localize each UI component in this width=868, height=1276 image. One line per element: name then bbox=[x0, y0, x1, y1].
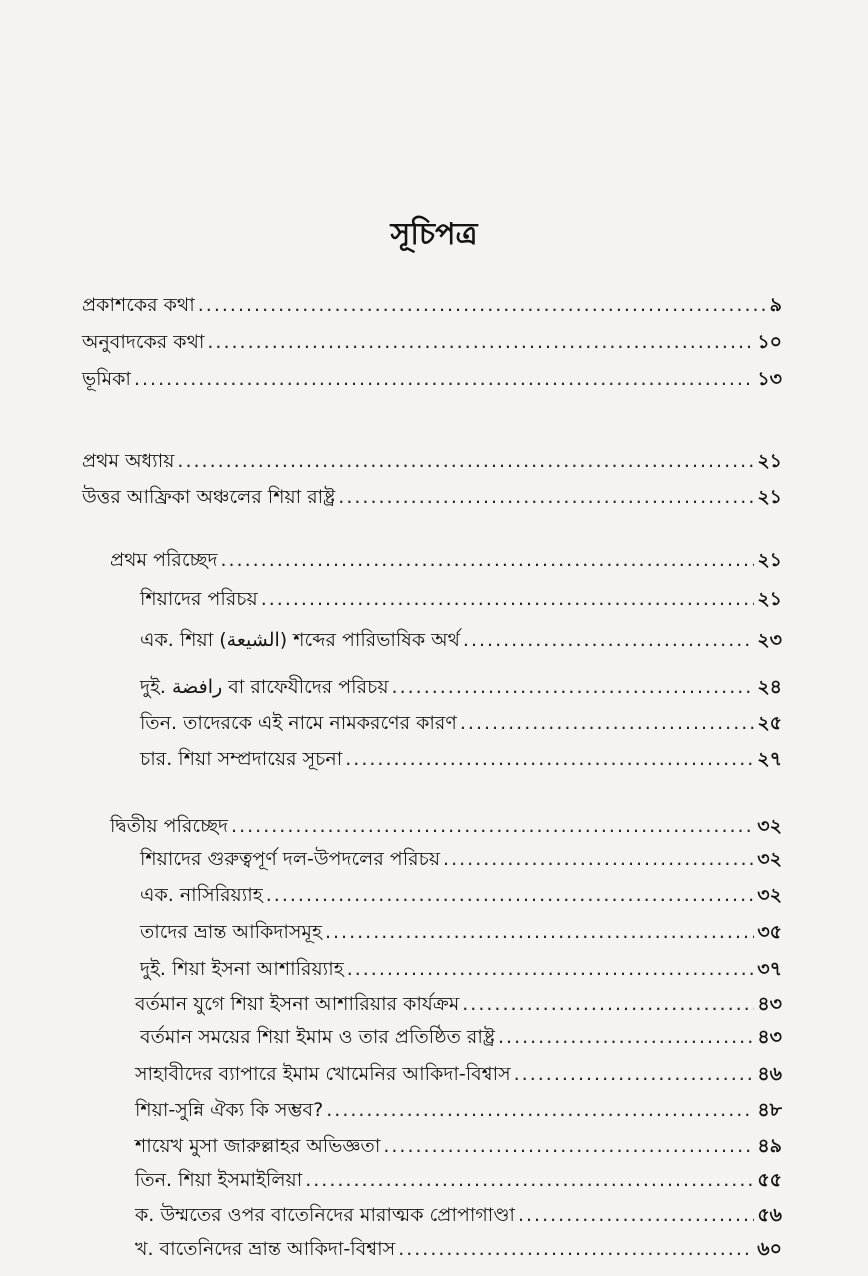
toc-entry-label: প্রথম পরিচ্ছেদ bbox=[110, 549, 218, 571]
toc-entry-label: প্রকাশকের কথা bbox=[82, 294, 195, 316]
leader-dots bbox=[347, 954, 755, 984]
leader-dots bbox=[462, 989, 754, 1019]
toc-entry-label: তাদের ভ্রান্ত আকিদাসমূহ bbox=[140, 921, 322, 943]
toc-entry bbox=[140, 954, 782, 984]
leader-dots bbox=[266, 880, 755, 910]
toc-entry-page: ৩৫ bbox=[757, 921, 782, 943]
toc-entry bbox=[140, 584, 782, 614]
label-bengali-suffix: বা রাফেযীদের পরিচয় bbox=[222, 676, 389, 698]
label-arabic-term: الشيعة bbox=[226, 629, 280, 651]
toc-entry-label: শিয়া-সুন্নি ঐক্য কি সম্ভব? bbox=[135, 1099, 324, 1121]
toc-entry bbox=[135, 1131, 782, 1161]
toc-entry bbox=[140, 744, 782, 774]
toc-entry-page: ৩২ bbox=[757, 815, 782, 837]
toc-entry-page: ৪৩ bbox=[757, 1026, 782, 1048]
toc-entry-label: চার. শিয়া সম্প্রদায়ের সূচনা bbox=[140, 748, 343, 770]
toc-entry bbox=[140, 625, 782, 655]
toc-entry-page: ৩৭ bbox=[757, 958, 782, 980]
leader-dots bbox=[443, 844, 754, 874]
toc-entry bbox=[140, 708, 782, 738]
toc-entry-page: ৫৬ bbox=[757, 1204, 782, 1226]
label-bengali-prefix: দুই. bbox=[140, 676, 172, 698]
toc-entry-page: ৩২ bbox=[757, 848, 782, 870]
leader-dots bbox=[398, 1234, 754, 1264]
toc-entry-page: ৩২ bbox=[757, 884, 782, 906]
toc-entry-label: দুই. শিয়া ইসনা আশারিয়্যাহ bbox=[140, 958, 344, 980]
toc-entry bbox=[135, 1165, 782, 1195]
toc-entry-label: সাহাবীদের ব্যাপারে ইমাম খোমেনির আকিদা-বিশ্বাস bbox=[135, 1063, 511, 1085]
leader-dots bbox=[231, 811, 754, 841]
toc-entry bbox=[82, 482, 782, 512]
leader-dots bbox=[460, 708, 754, 738]
toc-entry bbox=[140, 880, 782, 910]
leader-dots bbox=[345, 744, 754, 774]
toc-entry-page: ৪৯ bbox=[757, 1135, 782, 1157]
toc-entry bbox=[135, 1234, 782, 1264]
toc-entry bbox=[82, 290, 782, 320]
toc-entry-label: খ. বাতেনিদের ভ্রান্ত আকিদা-বিশ্বাস bbox=[135, 1238, 396, 1260]
leader-dots bbox=[198, 290, 767, 320]
toc-entry-label: তিন. শিয়া ইসমাইলিয়া bbox=[135, 1169, 303, 1191]
toc-entry-page: ৯ bbox=[769, 294, 782, 316]
toc-entry-page: ৪৩ bbox=[757, 993, 782, 1015]
toc-entry-page: ২৩ bbox=[757, 629, 782, 651]
toc-entry-page: ২১ bbox=[757, 588, 782, 610]
leader-dots bbox=[392, 672, 755, 702]
toc-entry-page: ২১ bbox=[757, 486, 782, 508]
toc-entry bbox=[140, 844, 782, 874]
leader-dots bbox=[383, 1131, 754, 1161]
toc-entry-page: ১০ bbox=[757, 331, 782, 353]
toc-entry bbox=[135, 989, 782, 1019]
toc-entry-page: ২১ bbox=[757, 549, 782, 571]
leader-dots bbox=[514, 1059, 755, 1089]
leader-dots bbox=[338, 482, 754, 512]
label-bengali-prefix: এক. শিয়া ( bbox=[140, 629, 227, 651]
toc-entry bbox=[140, 672, 782, 702]
toc-entry bbox=[140, 1022, 782, 1052]
leader-dots bbox=[177, 446, 754, 476]
toc-entry bbox=[110, 811, 782, 841]
leader-dots bbox=[498, 1022, 754, 1052]
toc-entry-page: ৬০ bbox=[757, 1238, 782, 1260]
toc-entry-page: ২৫ bbox=[757, 712, 782, 734]
label-bengali-suffix: ) শব্দের পারিভাষিক অর্থ bbox=[279, 629, 460, 651]
toc-entry-page: ২৪ bbox=[757, 676, 782, 698]
toc-entry-label: শিয়াদের গুরুত্বপূর্ণ দল-উপদলের পরিচয় bbox=[140, 848, 441, 870]
toc-entry bbox=[140, 917, 782, 947]
leader-dots bbox=[518, 1200, 754, 1230]
toc-entry-page: ১৩ bbox=[757, 368, 782, 390]
toc-entry bbox=[135, 1200, 782, 1230]
toc-entry-label: উত্তর আফ্রিকা অঞ্চলের শিয়া রাষ্ট্র bbox=[82, 486, 336, 508]
toc-entry bbox=[82, 446, 782, 476]
toc-entry-label: এক. নাসিরিয়্যাহ bbox=[140, 884, 263, 906]
toc-entry-page: ২৭ bbox=[757, 748, 782, 770]
leader-dots bbox=[325, 917, 754, 947]
toc-entry bbox=[82, 327, 782, 357]
toc-entry bbox=[135, 1095, 782, 1125]
toc-entry-label: শায়েখ মুসা জারুল্লাহর অভিজ্ঞতা bbox=[135, 1135, 381, 1157]
toc-entry-page: ২১ bbox=[757, 450, 782, 472]
toc-entry-label: দ্বিতীয় পরিচ্ছেদ bbox=[110, 815, 229, 837]
toc-entry-label: বর্তমান যুগে শিয়া ইসনা আশারিয়ার কার্যক্রম bbox=[135, 993, 460, 1015]
toc-entry-page: ৪৮ bbox=[757, 1099, 782, 1121]
toc-entry-label bbox=[140, 672, 389, 702]
toc-entry bbox=[82, 364, 782, 394]
toc-entry-label: বর্তমান সময়ের শিয়া ইমাম ও তার প্রতিষ্ঠিত রাষ্ট্র bbox=[140, 1026, 495, 1048]
page-title: সূচিপত্র bbox=[390, 217, 478, 252]
toc-entry-label: ভূমিকা bbox=[82, 368, 131, 390]
toc-entry-page: ৪৬ bbox=[757, 1063, 782, 1085]
toc-entry bbox=[135, 1059, 782, 1089]
leader-dots bbox=[463, 625, 754, 655]
leader-dots bbox=[305, 1165, 754, 1195]
toc-entry-label: অনুবাদকের কথা bbox=[82, 331, 205, 353]
leader-dots bbox=[207, 327, 754, 357]
toc-entry-label: তিন. তাদেরকে এই নামে নামকরণের কারণ bbox=[140, 712, 457, 734]
label-arabic-term: رافضة bbox=[171, 676, 223, 698]
toc-entry-label: প্রথম অধ্যায় bbox=[82, 450, 175, 472]
toc-entry-label bbox=[140, 625, 460, 655]
toc-entry-label: শিয়াদের পরিচয় bbox=[140, 588, 258, 610]
toc-entry-page: ৫৫ bbox=[757, 1169, 782, 1191]
leader-dots bbox=[261, 584, 755, 614]
toc-entry bbox=[110, 545, 782, 575]
leader-dots bbox=[220, 545, 754, 575]
leader-dots bbox=[134, 364, 754, 394]
toc-entry-label: ক. উম্মতের ওপর বাতেনিদের মারাত্মক প্রোপাগাণ্ডা bbox=[135, 1204, 515, 1226]
leader-dots bbox=[326, 1095, 754, 1125]
